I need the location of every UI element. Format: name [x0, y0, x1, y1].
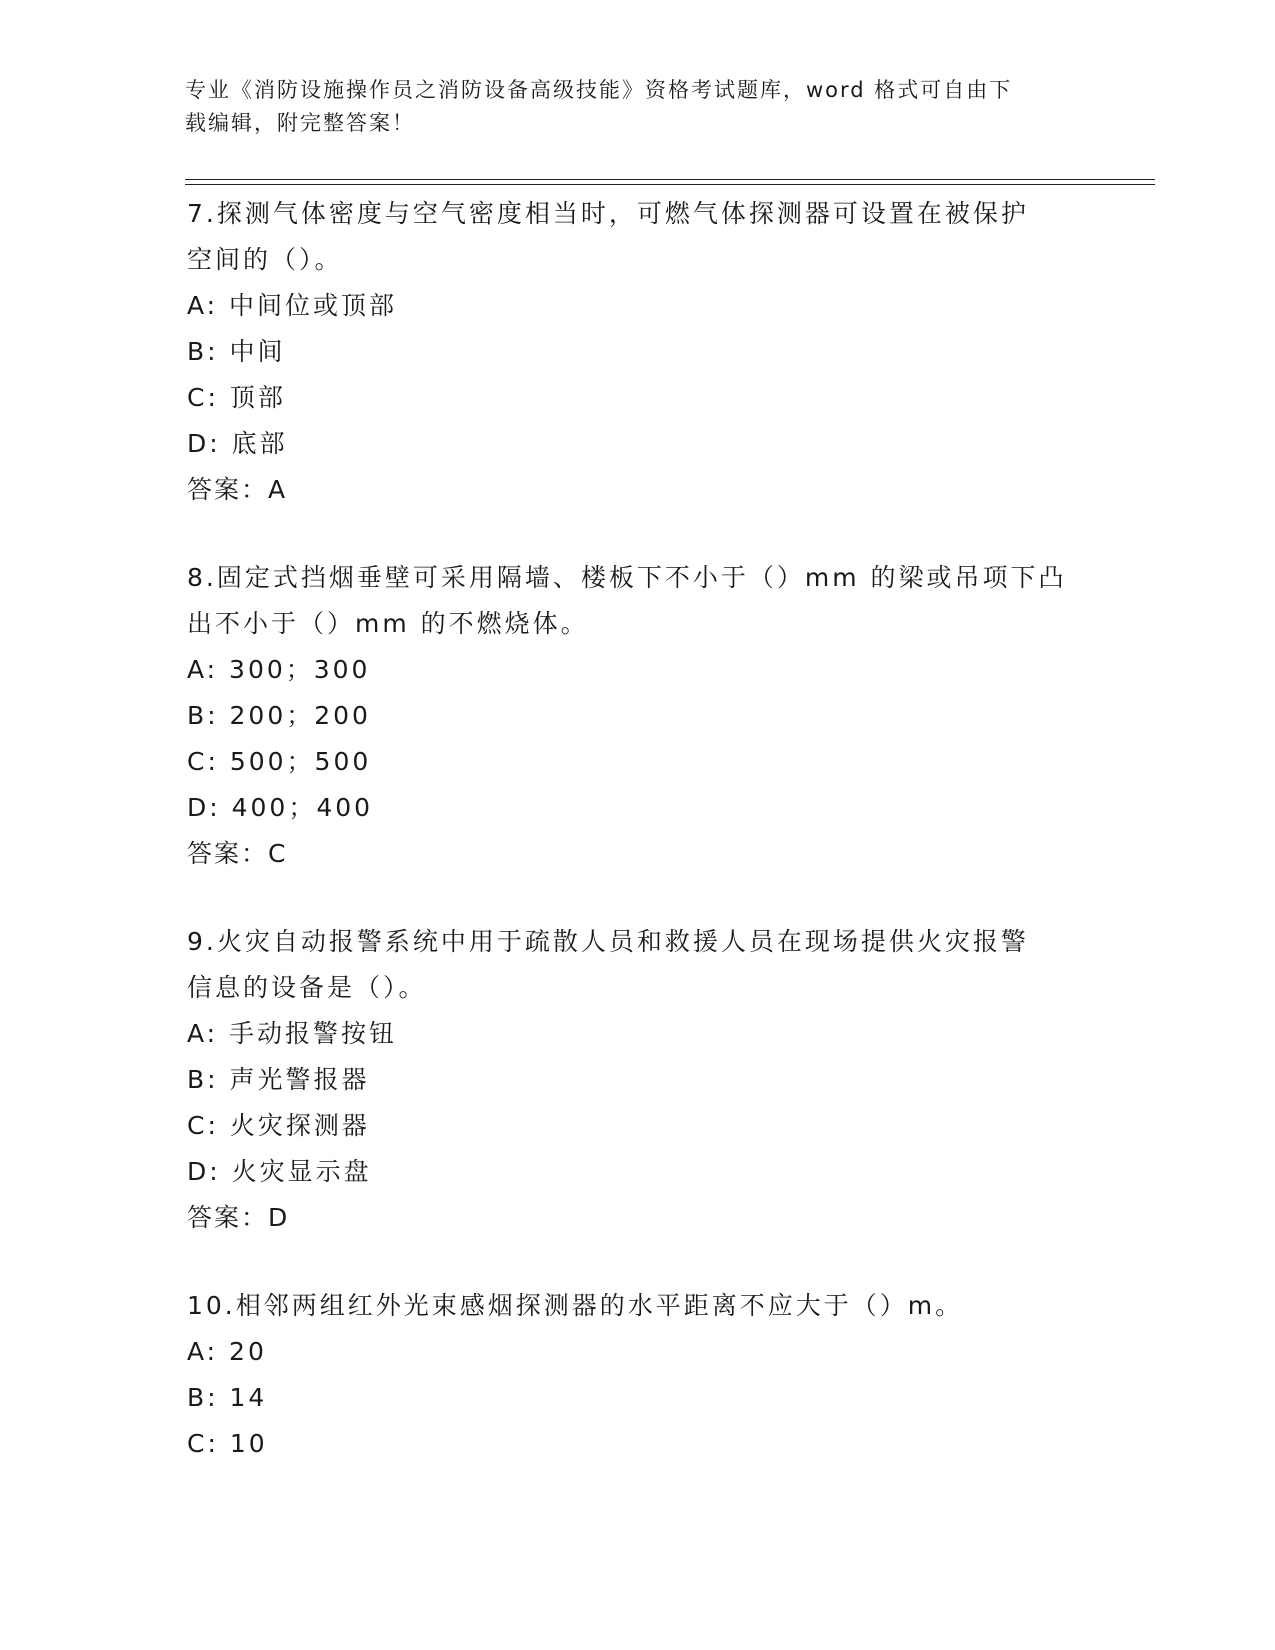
- question-stem-line: 7.探测气体密度与空气密度相当时，可燃气体探测器可设置在被保护: [187, 199, 1029, 228]
- question-stem-line: 8.固定式挡烟垂壁可采用隔墙、楼板下不小于（）mm 的梁或吊项下凸: [187, 563, 1067, 592]
- answer-label: 答案：: [187, 475, 269, 504]
- question-stem-line: 9.火灾自动报警系统中用于疏散人员和救援人员在现场提供火灾报警: [187, 927, 1029, 956]
- question-stem-line: 空间的（）。: [187, 245, 343, 274]
- option-a: A: 手动报警按钮: [187, 1019, 398, 1048]
- option-c: C: 顶部: [187, 383, 286, 412]
- answer-value: D: [268, 1203, 290, 1232]
- answer-line: [187, 467, 1087, 513]
- header-line-1: 专业《消防设施操作员之消防设备高级技能》资格考试题库，word 格式可自由下: [185, 78, 1013, 102]
- option-c: C: 火灾探测器: [187, 1111, 370, 1140]
- option-b: B: 14: [187, 1383, 268, 1412]
- option-c: C: 500；500: [187, 747, 372, 776]
- answer-value: A: [268, 475, 288, 504]
- question-8: [187, 555, 1087, 877]
- question-stem-line: 10.相邻两组红外光束感烟探测器的水平距离不应大于（）m。: [187, 1291, 964, 1320]
- option-b: B: 200；200: [187, 701, 371, 730]
- header-divider-top: [185, 179, 1155, 180]
- answer-label: 答案：: [187, 1203, 269, 1232]
- option-c: C: 10: [187, 1429, 268, 1458]
- option-d: D: 底部: [187, 429, 288, 458]
- question-stem: [187, 191, 1087, 283]
- option-d: D: 火灾显示盘: [187, 1157, 372, 1186]
- question-9: [187, 919, 1087, 1241]
- question-stem: [187, 1283, 1087, 1329]
- question-stem-line: 出不小于（）mm 的不燃烧体。: [187, 609, 589, 638]
- question-list: [187, 191, 1087, 1509]
- option-b: B: 声光警报器: [187, 1065, 370, 1094]
- option-d: D: 400；400: [187, 793, 374, 822]
- answer-line: [187, 1195, 1087, 1241]
- answer-label: 答案：: [187, 839, 269, 868]
- header-divider-bottom: [185, 184, 1155, 185]
- question-stem-line: 信息的设备是（）。: [187, 973, 427, 1002]
- question-10: [187, 1283, 1087, 1467]
- answer-line: [187, 831, 1087, 877]
- option-a: A: 20: [187, 1337, 267, 1366]
- header-line-2: 载编辑，附完整答案！: [185, 111, 415, 135]
- question-stem: [187, 919, 1087, 1011]
- option-a: A: 中间位或顶部: [187, 291, 398, 320]
- answer-value: C: [268, 839, 288, 868]
- question-7: [187, 191, 1087, 513]
- option-b: B: 中间: [187, 337, 286, 366]
- document-header: [185, 74, 1085, 140]
- option-a: A: 300；300: [187, 655, 371, 684]
- question-stem: [187, 555, 1087, 647]
